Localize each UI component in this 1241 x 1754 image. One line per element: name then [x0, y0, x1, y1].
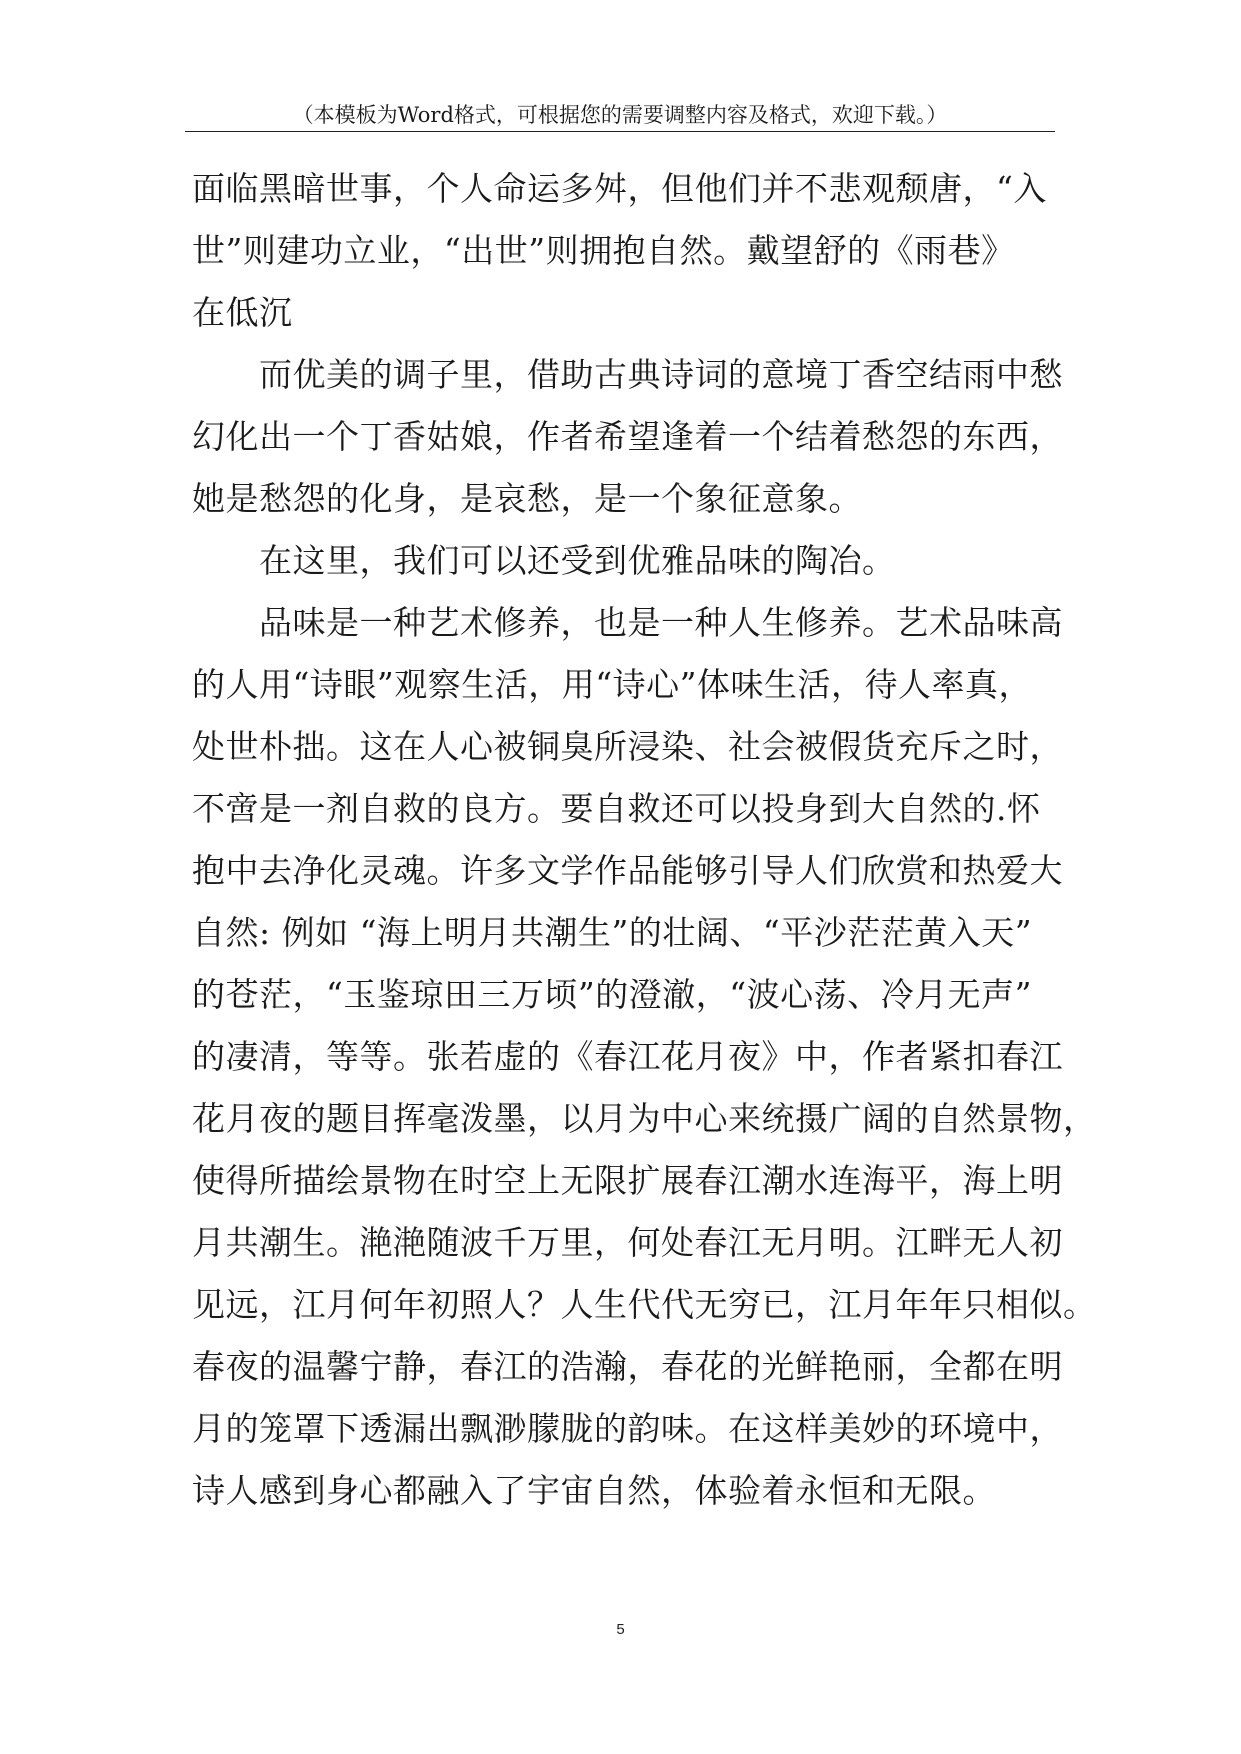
text-line: 她是愁怨的化身，是哀愁，是一个象征意象。: [192, 479, 862, 518]
text-line: 见远，江月何年初照人？人生代代无穷已，江月年年只相似。: [192, 1285, 1097, 1324]
text-line: 抱中去净化灵魂。许多文学作品能够引导人们欣赏和热爱大: [192, 851, 1063, 890]
text-line: 不啻是一剂自救的良方。要自救还可以投身到大自然的.怀: [192, 789, 1041, 828]
page-header-note: （本模板为Word格式，可根据您的需要调整内容及格式，欢迎下载。）: [292, 103, 948, 127]
text-line: 月的笼罩下透漏出飘渺朦胧的韵味。在这样美妙的环境中，: [192, 1409, 1063, 1448]
text-line: 使得所描绘景物在时空上无限扩展春江潮水连海平，海上明: [192, 1161, 1063, 1200]
text-line: 的人用“诗眼”观察生活，用“诗心”体味生活，待人率真，: [192, 665, 1032, 704]
page-number: 5: [616, 1621, 625, 1638]
text-line: 花月夜的题目挥毫泼墨，以月为中心来统摄广阔的自然景物，: [192, 1099, 1097, 1138]
text-line: 品味是一种艺术修养，也是一种人生修养。艺术品味高: [192, 603, 1063, 642]
text-line: 在这里，我们可以还受到优雅品味的陶冶。: [192, 541, 896, 580]
text-line: 幻化出一个丁香姑娘，作者希望逢着一个结着愁怨的东西，: [192, 417, 1063, 456]
text-line: 春夜的温馨宁静，春江的浩瀚，春花的光鲜艳丽，全都在明: [192, 1347, 1063, 1386]
text-line: 的苍茫，“玉鉴琼田三万顷”的澄澈，“波心荡、冷月无声”: [192, 975, 1032, 1014]
text-line: 的凄清，等等。张若虚的《春江花月夜》中，作者紧扣春江: [192, 1037, 1063, 1076]
header-divider: [185, 131, 1055, 132]
text-line: 月共潮生。滟滟随波千万里，何处春江无月明。江畔无人初: [192, 1223, 1063, 1262]
text-line: 面临黑暗世事，个人命运多舛，但他们并不悲观颓唐，“入: [192, 169, 1047, 208]
text-line: 自然: 例如 “海上明月共潮生”的壮阔、“平沙茫茫黄入天”: [192, 913, 1033, 952]
text-line: 诗人感到身心都融入了宇宙自然，体验着永恒和无限。: [192, 1471, 996, 1510]
text-line: 世”则建功立业，“出世”则拥抱自然。戴望舒的《雨巷》: [192, 231, 1015, 270]
text-line: 在低沉: [192, 293, 293, 332]
text-line: 处世朴拙。这在人心被铜臭所浸染、社会被假货充斥之时，: [192, 727, 1063, 766]
text-line: 而优美的调子里，借助古典诗词的意境丁香空结雨中愁: [192, 355, 1063, 394]
